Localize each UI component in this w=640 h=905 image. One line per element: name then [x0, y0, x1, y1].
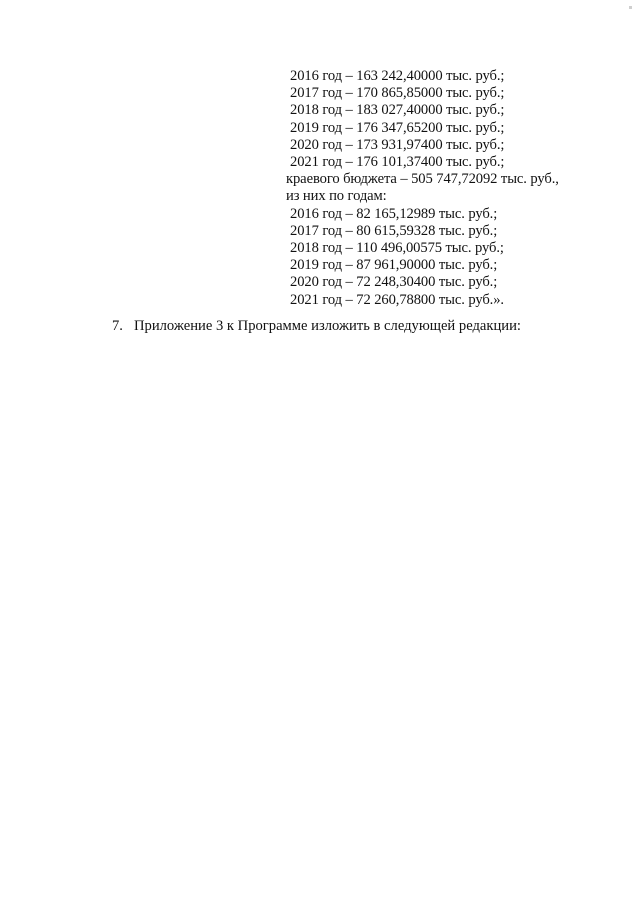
list-item-7 [112, 318, 521, 335]
regional-year-line: 2019 год – 87 961,90000 тыс. руб.; [290, 257, 498, 274]
regional-budget-subheading: из них по годам: [286, 188, 387, 205]
regional-year-line: 2021 год – 72 260,78800 тыс. руб.». [290, 291, 504, 308]
regional-year-line: 2020 год – 72 248,30400 тыс. руб.; [290, 274, 498, 291]
regional-year-line: 2016 год – 82 165,12989 тыс. руб.; [290, 205, 498, 222]
local-year-line: 2021 год – 176 101,37400 тыс. руб.; [290, 154, 505, 171]
local-year-line: 2017 год – 170 865,85000 тыс. руб.; [290, 85, 505, 102]
scan-artifact [629, 6, 632, 9]
local-year-line: 2020 год – 173 931,97400 тыс. руб.; [290, 136, 505, 153]
list-item-text: Приложение 3 к Программе изложить в следующей редакции: [134, 318, 521, 334]
regional-budget-total: краевого бюджета – 505 747,72092 тыс. руб., [286, 171, 559, 188]
local-year-line: 2019 год – 176 347,65200 тыс. руб.; [290, 119, 505, 136]
regional-year-line: 2017 год – 80 615,59328 тыс. руб.; [290, 222, 498, 239]
regional-year-line: 2018 год – 110 496,00575 тыс. руб.; [290, 240, 504, 257]
list-item-number: 7. [112, 318, 123, 334]
local-year-line: 2018 год – 183 027,40000 тыс. руб.; [290, 102, 505, 119]
funding-block [286, 68, 586, 309]
local-year-line: 2016 год – 163 242,40000 тыс. руб.; [290, 68, 505, 84]
